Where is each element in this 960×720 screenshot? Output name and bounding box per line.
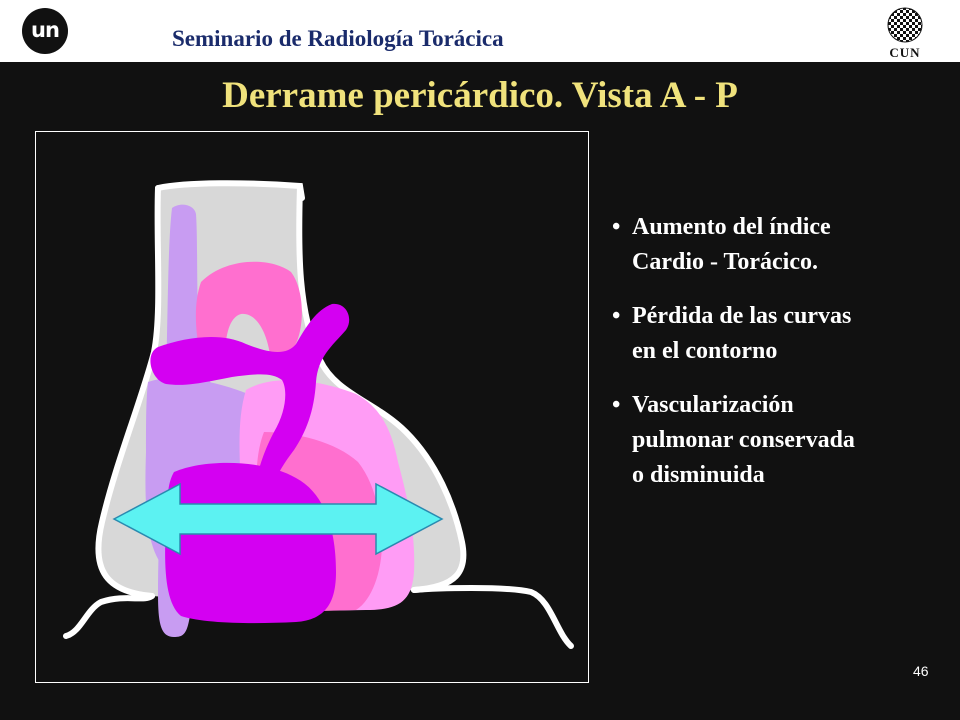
bullet-line: pulmonar conservada <box>632 427 855 453</box>
header-bar <box>0 0 960 62</box>
bullet-line: Pérdida de las curvas <box>632 303 852 329</box>
cun-logo-icon <box>876 4 934 60</box>
bullet-list <box>612 210 952 512</box>
cun-logo-text: CUN <box>889 45 921 60</box>
bullet-item <box>612 388 952 493</box>
un-logo <box>22 8 68 54</box>
bullet-line: Cardio - Torácico. <box>632 249 818 275</box>
bullet-item <box>612 299 952 369</box>
seminar-title: Seminario de Radiología Torácica <box>172 26 504 51</box>
bullet-dot: • <box>612 214 621 240</box>
diaphragm-right <box>414 588 571 646</box>
bullet-dot: • <box>612 392 621 418</box>
bullet-line: Vascularización <box>632 392 794 418</box>
diaphragm-left <box>66 596 152 636</box>
bullet-dot: • <box>612 303 621 329</box>
page-number: 46 <box>913 663 929 679</box>
heart-diagram <box>36 132 590 684</box>
heart-diagram-frame <box>35 131 589 683</box>
bullet-item <box>612 210 952 280</box>
slide-title: Derrame pericárdico. Vista A - P <box>222 75 738 116</box>
bullet-line: Aumento del índice <box>632 214 831 240</box>
un-logo-text: un <box>31 17 59 42</box>
bullet-line: o disminuida <box>632 462 765 488</box>
bullet-line: en el contorno <box>632 338 778 364</box>
